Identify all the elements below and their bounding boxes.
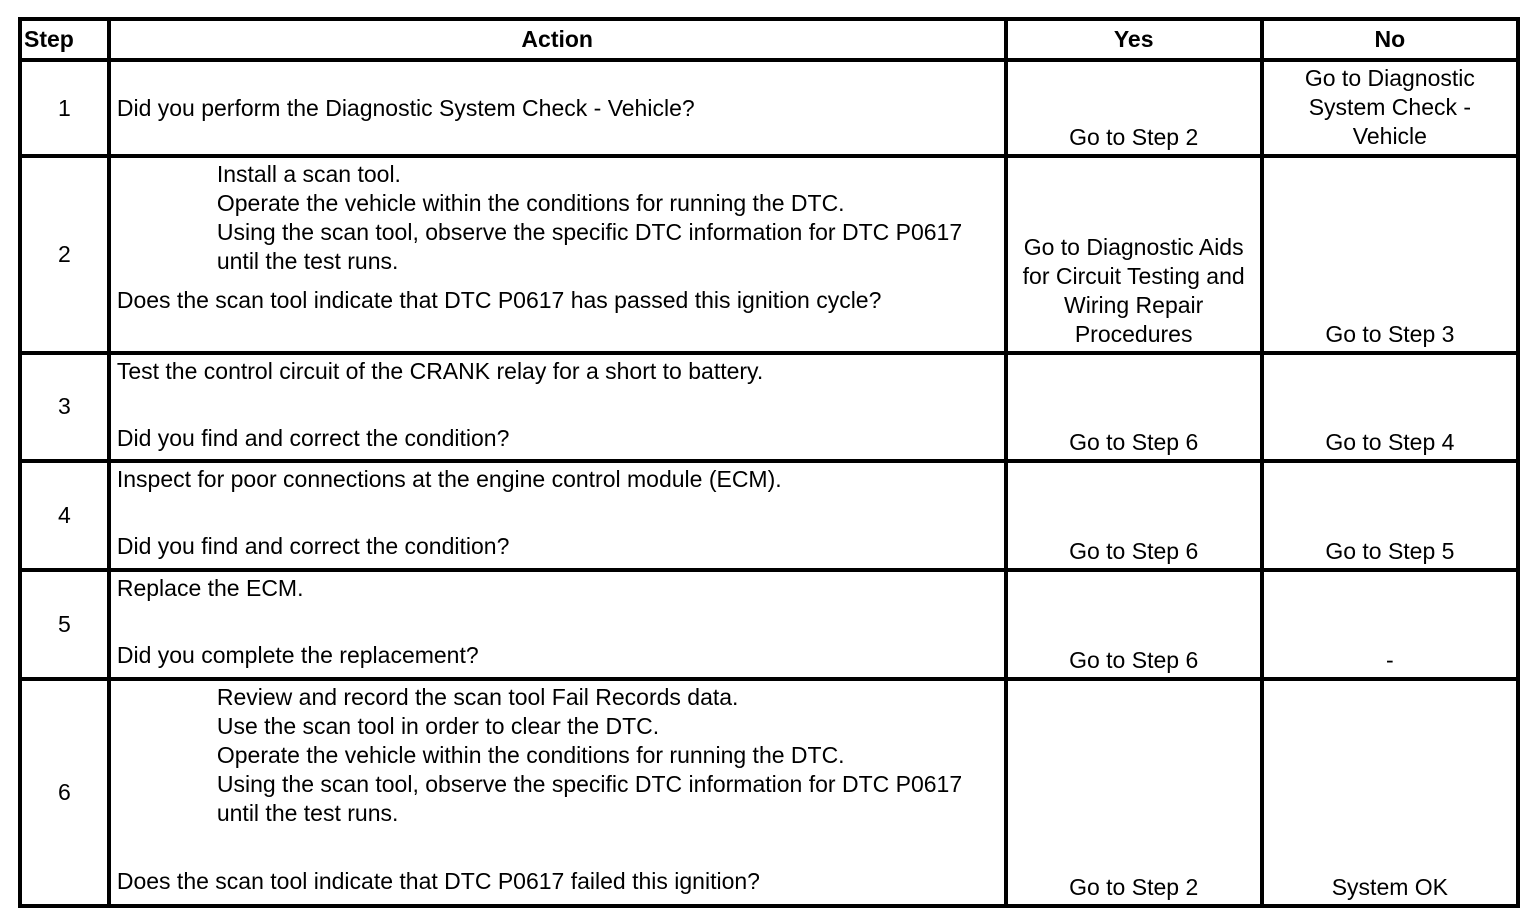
no-cell: Go to Diagnostic System Check - Vehicle xyxy=(1262,60,1518,156)
table-row xyxy=(20,679,1518,906)
step-number: 5 xyxy=(20,570,109,679)
header-step: Step xyxy=(20,19,109,60)
action-question: Did you find and correct the condition? xyxy=(116,424,510,451)
header-yes: Yes xyxy=(1006,19,1262,60)
diagnostic-table xyxy=(18,17,1520,908)
table-row xyxy=(20,570,1518,679)
action-bullet: Review and record the scan tool Fail Records data. xyxy=(216,684,739,711)
action-question: Did you perform the Diagnostic System Check - Vehicle? xyxy=(116,94,695,121)
action-bullets xyxy=(117,160,998,276)
header-action: Action xyxy=(109,19,1006,60)
action-question: Did you complete the replacement? xyxy=(116,642,479,669)
yes-cell: Go to Step 6 xyxy=(1006,353,1262,461)
yes-cell: Go to Diagnostic Aids for Circuit Testing and Wiring Repair Procedures xyxy=(1006,156,1262,352)
yes-cell: Go to Step 6 xyxy=(1006,461,1262,570)
action-cell xyxy=(109,679,1006,906)
table-row xyxy=(20,353,1518,461)
no-cell: System OK xyxy=(1262,679,1518,906)
header-row xyxy=(20,19,1518,60)
action-cell xyxy=(109,570,1006,679)
action-lead: Inspect for poor connections at the engine control module (ECM). xyxy=(116,465,782,492)
action-bullets xyxy=(117,683,998,828)
no-cell: - xyxy=(1262,570,1518,679)
action-cell xyxy=(109,60,1006,156)
no-cell: Go to Step 5 xyxy=(1262,461,1518,570)
yes-cell: Go to Step 6 xyxy=(1006,570,1262,679)
no-cell: Go to Step 3 xyxy=(1262,156,1518,352)
action-question: Did you find and correct the condition? xyxy=(116,532,510,559)
action-bullet: Using the scan tool, observe the specific DTC information for DTC P0617 until the test runs. xyxy=(216,771,963,827)
action-bullet: Use the scan tool in order to clear the DTC. xyxy=(216,713,660,740)
action-bullet: Operate the vehicle within the conditions for running the DTC. xyxy=(216,742,845,769)
action-question: Does the scan tool indicate that DTC P0617 failed this ignition? xyxy=(116,868,760,895)
action-question: Does the scan tool indicate that DTC P0617 has passed this ignition cycle? xyxy=(116,287,882,314)
header-no: No xyxy=(1262,19,1518,60)
step-number: 2 xyxy=(20,156,109,352)
action-cell xyxy=(109,156,1006,352)
table-row xyxy=(20,461,1518,570)
action-lead: Test the control circuit of the CRANK relay for a short to battery. xyxy=(116,357,764,384)
table-row xyxy=(20,60,1518,156)
table-row xyxy=(20,156,1518,352)
action-cell xyxy=(109,461,1006,570)
action-bullet: Install a scan tool. xyxy=(216,161,401,188)
yes-cell: Go to Step 2 xyxy=(1006,679,1262,906)
no-cell: Go to Step 4 xyxy=(1262,353,1518,461)
step-number: 4 xyxy=(20,461,109,570)
action-bullet: Operate the vehicle within the conditions for running the DTC. xyxy=(216,190,845,217)
action-bullet: Using the scan tool, observe the specific DTC information for DTC P0617 until the test runs. xyxy=(216,219,963,275)
action-lead: Replace the ECM. xyxy=(116,575,304,602)
yes-cell: Go to Step 2 xyxy=(1006,60,1262,156)
step-number: 6 xyxy=(20,679,109,906)
action-cell xyxy=(109,353,1006,461)
step-number: 3 xyxy=(20,353,109,461)
step-number: 1 xyxy=(20,60,109,156)
